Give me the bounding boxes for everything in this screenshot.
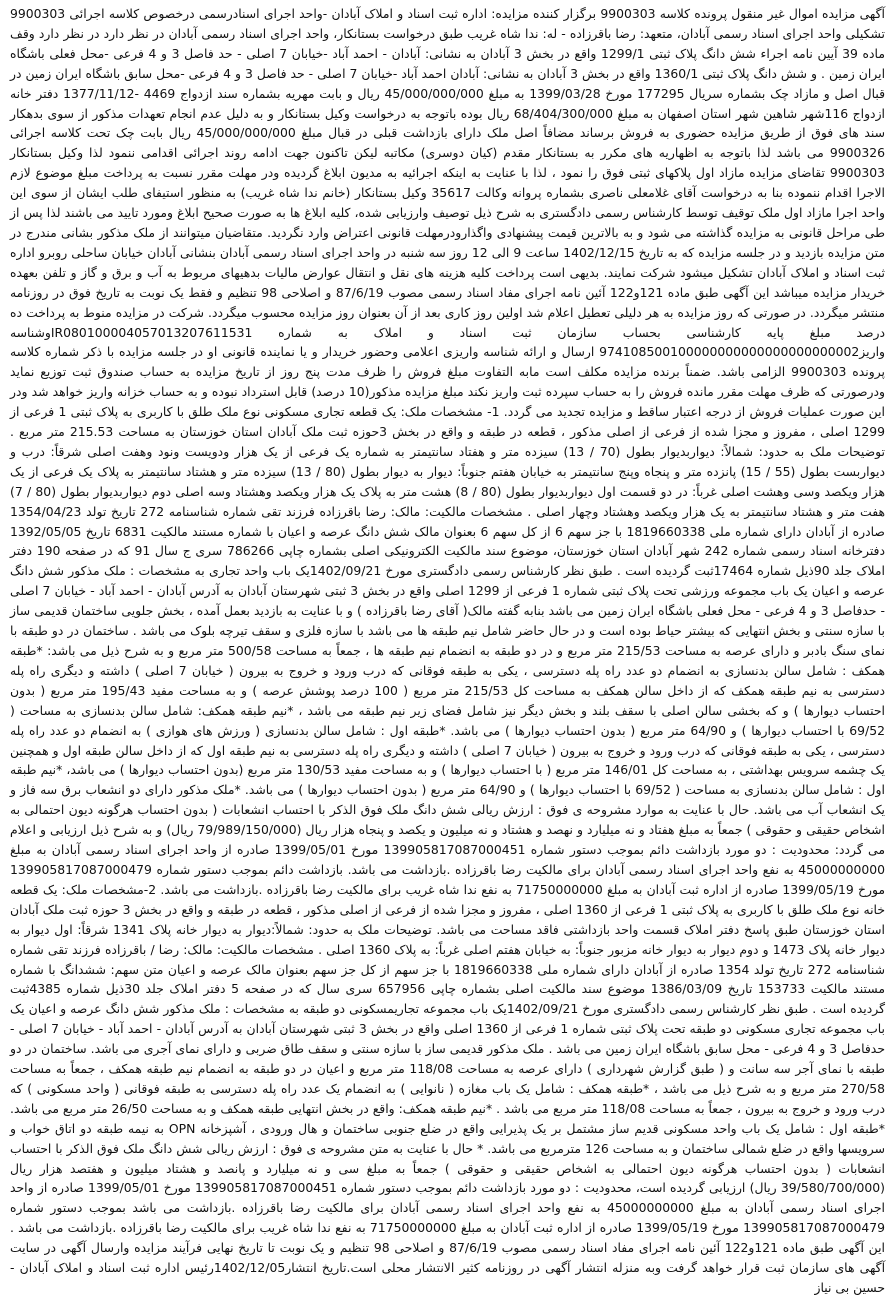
auction-notice-text: آگهی مزایده اموال غیر منقول پرونده کلاسه 9900303 برگزار کننده مزایده: اداره ثبت اسناد و املاک آبادان -واحد اجرای اسنادرسمی درخصوص کلاسه اجرائی 9900303 تشکیلی واحد اجرای اسناد رسمی آبادان، متعهد: رضا باقرزاده - له: ندا شاه غریب طبق درخواست بستانکار، واحد اجرای اسناد رسمی آبادان در نظر دارد در نظر دارد وقف ماده 39 آیین نامه اجراء شش دانگ پلاک ثبتی 1299/1 واقع در بخش 3 آبادان به نشانی: آبادان - احمد آباد -خیابان 7 اصلی - حد فاصل 3 و 4 فرعی -محل فعلی باشگاه ایران زمین . و شش دانگ پلاک ثبتی 1360/1 واقع در بخش 3 آبادان به نشانی: آبادان احمد آباد -خیابان 7 اصلی - حد فاصل 3 و 4 فرعی -محل سابق باشگاه ایران زمین در قبال اصل و مازاد چک بشماره سریال 177295 مورخ 1399/03/28 به مبلغ 45/000/000/000 ریال و بابت مهریه بشماره سند ازدواج 4469 -1377/11/12 دفتر خانه ازدواج 116شهر شاهین شهر استان اصفهان به مبلغ 68/404/300/000 ریال بوده باتوجه به درخواست وکیل بستانکار و به دلیل عدم انجام تعهدات مذکور از سوی بدهکار سند های فوق از طریق مزایده حضوری به فروش برساند مضافاً اصل ملک دارای بازداشت قبلی در قبال مبلغ 45/000/000/000 ریال بابت چک تحت کلاسه اجرائی 9900326 می باشد لذا باتوجه به اظهاریه های مکرر به بستانکار مقدم (کیان دوسری) مکاتبه لیکن تاکنون جهت ادامه روند اجرائی اقدامی ننمود لذا وکیل بستانکار 9900303 تقاضای مزایده مازاد اول پلاکهای ثبتی فوق را نمود ، لذا با عنایت به اینکه اجرائیه به مدیون ابلاغ گردیده ودر مهلت مقرر نسبت به پرداخت مبلغ موضوع لازم الاجرا اقدام ننموده بنا به درخواست آقای غلامعلی ناصری بشماره پروانه وکالت 35617 وکیل بستانکار (خانم ندا شاه غریب) به منظور استیفای طلب ایشان از سوی این واحد اجرا مازاد اول ملک توقیف توسط کارشناس رسمی دادگستری به شرح ذیل توصیف وارزیابی شده، کلیه ابلاغ ها به صورت صحیح ابلاغ ومورد تایید می باشند لذا پس از طی مراحل قانونی به مزایده گذاشته می شود و به بالاترین قیمت پیشنهادی واگذارودرمهلت قانونی اعتراض وارد نگردید. متقاضیان میتوانند از ملک مذکور بشانی مندرج در متن مزایده بازدید و در جلسه مزایده که به تاریخ 1402/12/15 ساعت 9 الی 12 روز سه شنبه در واحد اجرای اسناد رسمی آبادان بنشانی آبادان خیابان ساحلی روبرو اداره ثبت اسناد و املاک آبادان تشکیل میشود شرکت نمایند. بدیهی است پرداخت کلیه هزینه های نقل و انتقال عوارض مالیات بدهیهای مربوط به آب و برق و گاز و تلفن بعهده خریدار مزایده میباشد این آگهی طبق ماده 121و122 آئین نامه اجرای مفاد اسناد رسمی مصوب 87/6/19 و اصلاحی 98 تنظیم و فقط یک نوبت به تاریخ فوق در روزنامه منتشر میگردد. در صورتی که روز مزایده به هر دلیلی تعطیل اعلام شد اولین روز کاری بعد از آن بعنوان روز مزایده محسوب میگردد. شرکت در مزایده منوط به پرداخت ده درصد مبلغ پایه کارشناسی بحساب سازمان ثبت اسناد و املاک به شماره IR080100004057013207611531وشناسه واریز974108500100000000000000000000002 ارسال و ارائه شناسه واریزی اعلامی وحضور خریدار و یا نماینده قانونی او در جلسه مزایده با ذکر شماره کلاسه پرونده 9900303 الزامی باشد. ضمناً برنده مزایده مکلف است مابه التفاوت مبلغ فروش را ظرف مدت پنج روز از تاریخ مزایده به حساب صندوق ثبت توزیع نماید ودرصورتی که ظرف مهلت مقرر مانده فروش را به حساب سپرده ثبت واریز نکند مبلغ مزایده مذکور(10 درصد) قابل استرداد نبوده و به حساب خزانه واریز خواهد شد ودر این صورت عملیات فروش از درجه اعتبار ساقط و مزایده تجدید می گردد. 1- مشخصات ملک: یک قطعه تجاری مسکونی نوع ملک طلق با کاربری به پلاک ثبتی 1 فرعی از 1299 اصلی ، مفروز و مجزا شده از فرعی از اصلی مذکور ، قطعه در طبقه و واقع در بخش 3حوزه ثبت ملک آبادان استان خوزستان به مساحت 215.53 متر مربع . توضیحات ملک به حدود: شمالاً: دیواربدیوار بطول (70 / 13) سیزده متر و هفتاد سانتیمتر به شماره یک فرعی از یک هزار ودویست ونود وهفت اصلی شرقاً: درب و دیواربست بطول (55 / 15) پانزده متر و پنجاه وپنج سانتیمتر به خیابان هفتم جنوباً: دیوار به دیوار بطول (80 / 13) سیزده متر و هشتاد سانتیمتر به پلاک یک فرعی از یک هزار ویکصد وسی وهشت اصلی غرباً: در دو قسمت اول دیواربدیوار بطول (80 / 8) هشت متر به پلاک یک هزار ویکصد وهشتاد وسه اصلی دوم دیواربدیوار بطول (80 / 7) هفت متر و هشتاد سانتیمتر به یک هزار ویکصد وهشتاد وچهار اصلی . مشخصات مالکیت: مالک: رضا باقرزاده فرزند تقی شماره شناسنامه 272 تاریخ تولد 1354/04/23 صادره از آبادان دارای شماره ملی 1819660338 با جز سهم 6 از کل سهم 6 بعنوان مالک شش دانگ عرصه و اعیان با شماره مستند مالکیت 6831 تاریخ 1392/05/05 دفترخانه اسناد رسمی شماره 242 شهر آبادان استان خوزستان، موضوع سند مالکیت الکترونیکی اصلی بشماره چاپی 786266 سری ج سال 91 که در صفحه 190 دفتر املاک جلد 90ذیل شماره 17464ثبت گردیده است . طبق نظر کارشناس رسمی دادگستری مورخ 1402/09/21یک باب واحد تجاری به مشخصات : ملک مذکور شش دانگ عرصه و اعیان یک باب مجموعه ورزشی تحت پلاک ثبتی شماره 1 فرعی از 1299 اصلی واقع در بخش 3 ثبتی شهرستان آبادان به آدرس آبادان - احمد آباد - خیابان 7 اصلی - حدفاصل 3 و 4 فرعی - محل فعلی باشگاه ایران زمین می باشد بنابه گفته مالک( آقای رضا باقرزاده ) و با عنایت به بازدید بعمل آمده ، بخش جلویی ساختمان قدیمی ساز با سازه سنتی و بخش انتهایی که بیشتر حیاط بوده است و در حال حاضر شامل نیم طبقه ها می باشد با سازه فلزی و سقف تیرچه بلوک می باشد . ساختمان در دو طبقه با نمای سنگ بادبر و دارای عرصه به مساحت 215/53 متر مربع و در دو طبقه به انضمام نیم طبقه ها ، جمعاً به مساحت 500/58 متر مربع و به شرح ذیل می باشد: *طبقه همکف : شامل سالن بدنسازی به انضمام دو عدد راه پله دسترسی ، یکی به طبقه فوقانی که درب ورود و خروج به بیرون ( خیابان 7 اصلی ) داشته و دیگری راه پله دسترسی به نیم طبقه همکف که از داخل سالن همکف به مساحت کل 215/53 متر مربع ( 100 درصد پوشش عرصه ) و به مساحت مفید 195/43 متر مربع ( بدون احتساب دیوارها ) و که بخشی سالن اصلی با سقف بلند و بخش دیگر نیز شامل فضای زیر نیم طبقه می باشد ، *نیم طبقه همکف: شامل سالن بدنسازی به مساحت ( 69/52 با احتساب دیوارها ) و 64/90 متر مربع ( بدون احتساب دیوارها ) می باشد. *طبقه اول : شامل سالن بدنسازی ( ورزش های هوازی ) به انضمام دو عدد راه پله دسترسی ، یکی به طبقه فوقانی که درب ورود و خروج به بیرون ( خیابان 7 اصلی ) داشته و دیگری راه پله دسترسی به نیم طبقه اول که از داخل سالن طبقه اول و همچنین یک چشمه سرویس بهداشتی ، به مساحت کل 146/01 متر مربع ( با احتساب دیوارها ) و به مساحت مفید 130/53 متر مربع (بدون احتساب دیوارها ) می باشد، *نیم طبقه اول : شامل سالن بدنسازی به مساحت ( 69/52 با احتساب دیوارها ) و 64/90 متر مربع ( بدون احتساب دیوارها ) می باشد. *ملک مذکور دارای دو انشعاب برق سه فاز و یک انشعاب آب می باشد. حال با عنایت به موارد مشروحه ی فوق : ارزش ریالی شش دانگ ملک فوق الذکر با احتساب انشعابات ( بدون احتساب هرگونه دیون احتمالی به اشخاص حقیقی و حقوقی ) جمعاً به مبلغ هفتاد و نه میلیارد و نهصد و هشتاد و نه میلیون و یکصد و پنجاه هزار ریال (79/989/150/000 ریال) و به شرح ذیل ارزیابی و اعلام می گردد: محدودیت : دو مورد بازداشت دائم بموجب دستور شماره 139905817087000451 مورخ 1399/05/01 صادره از واحد اجرای اسناد رسمی آبادان به مبلغ 45000000000 به نفع واحد اجرای اسناد رسمی آبادان برای مالکیت رضا باقرزاده .بازداشت می باشد. بازداشت دائم بموجب دستور شماره 139905817087000479 مورخ 1399/05/19 صادره از اداره ثبت آبادان به مبلغ 71750000000 به نفع ندا شاه غریب برای مالکیت رضا باقرزاده .بازداشت می باشد. 2-مشخصات ملک: یک قطعه خانه نوع ملک طلق با کاربری به پلاک ثبتی 1 فرعی از 1360 اصلی ، مفروز و مجزا شده از فرعی از اصلی مذکور ، قطعه در طبقه و واقع در بخش 3 حوزه ثبت ملک آبادان استان خوزستان طبق پاسخ دفتر املاک قسمت واحد بازداشتی فاقد مساحت می باشد. توضیحات ملک به حدود: شمالاً:دیوار به دیوار خانه پلاک 1341 شرقاً: اول دیوار به دیوار خانه پلاک 1473 و دوم دیوار به دیوار خانه مزبور جنوباً: به خیابان هفتم اصلی غرباً: به پلاک 1360 اصلی . مشخصات مالکیت: مالک: رضا / باقرزاده فرزند تقی شماره شناسنامه 272 تاریخ تولد 1354 صادره از آبادان دارای شماره ملی 1819660338 با جز سهم از کل جز سهم بعنوان مالک عرصه و اعیان متن سهم: ششدانگ با شماره مستند مالکیت 153733 تاریخ 1386/03/09 موضوع سند مالکیت اصلی بشماره چاپی 657956 سری سال که در صفحه 5 دفتر املاک جلد 30ذیل شماره 4385ثبت گردیده است . طبق نظر کارشناس رسمی دادگستری مورخ 1402/09/21یک باب مجموعه تجاریمسکونی دو طبقه به مشخصات : ملک مذکور شش دانگ عرصه و اعیان یک باب مجموعه تجاری مسکونی دو طبقه تحت پلاک ثبتی شماره 1 فرعی از 1360 اصلی واقع در بخش 3 ثبتی شهرستان آبادان به آدرس آبادان - احمد آباد - خیابان 7 اصلی - حدفاصل 3 و 4 فرعی - محل سابق باشگاه ایران زمین می باشد . ملک مذکور قدیمی ساز با سازه سنتی و سقف طاق ضربی و دارای نمای آجری می باشد. ساختمان در دو طبقه با نمای آجر سه سانت و ( طبق گزارش شهرداری ) دارای عرصه به مساحت 118/08 متر مربع و اعیان در دو طبقه به انضمام نیم طبقه همکف ، جمعاً به مساحت 270/58 متر مربع و به شرح ذیل می باشد ، *طبقه همکف : شامل یک باب مغازه ( نانوایی ) به انضمام یک عدد راه پله دسترسی به طبقه فوقانی ( واحد مسکونی ) که درب ورود و خروج به بیرون ، جمعاً به مساحت 118/08 متر مربع می باشد . *نیم طبقه همکف: واقع در بخش انتهایی طبقه همکف و به مساحت 26/50 متر مربع می باشد. *طبقه اول : شامل یک باب واحد مسکونی قدیم ساز مشتمل بر یک پذیرایی واقع در ضلع جنوبی ساختمان و هال ورودی ، آشپزخانه OPN به نیمه طبقه دو اتاق خواب و سرویسها واقع در ضلع شمالی ساختمان و به مساحت 126 مترمربع می باشد. * حال با عنایت به متن مشروحه ی فوق : ارزش ریالی شش دانگ ملک فوق الذکر با احتساب انشعابات ( بدون احتساب هرگونه دیون احتمالی به اشخاص حقیقی و حقوقی ) جمعاً به مبلغ سی و نه میلیارد و پانصد و هشتاد میلیون و هفتصد هزار ریال (39/580/700/000 ریال) ارزیابی گردیده است، محدودیت : دو مورد بازداشت دائم بموجب دستور شماره 139905817087000451 مورخ 1399/05/01 صادره از واحد اجرای اسناد رسمی آبادان به مبلغ 45000000000 به نفع واحد اجرای اسناد رسمی آبادان برای مالکیت رضا باقرزاده .بازداشت می باشد بموجب دستور شماره 139905817087000479 مورخ 1399/05/19 صادره از اداره ثبت آبادان به مبلغ 71750000000 به نفع ندا شاه غریب برای مالکیت رضا باقرزاده .بازداشت می باشد . این آگهی طبق ماده 121و122 آئین نامه اجرای مفاد اسناد رسمی مصوب 87/6/19 و اصلاحی 98 تنظیم و یک نوبت تا تاریخ نهایی فرآیند مزایده وارسال آگهی در سایت آگهی های سازمان ثبت قرار خواهد گرفت وبه منزله انتشار آگهی در روزنامه کثیر الانتشار محلی است.تاریخ انتشار1402/12/05رئیس اداره ثبت اسناد و املاک آبادان - حسین بی نیاز (10, 6, 886, 1295)
auction-notice-document (10, 4, 886, 1295)
